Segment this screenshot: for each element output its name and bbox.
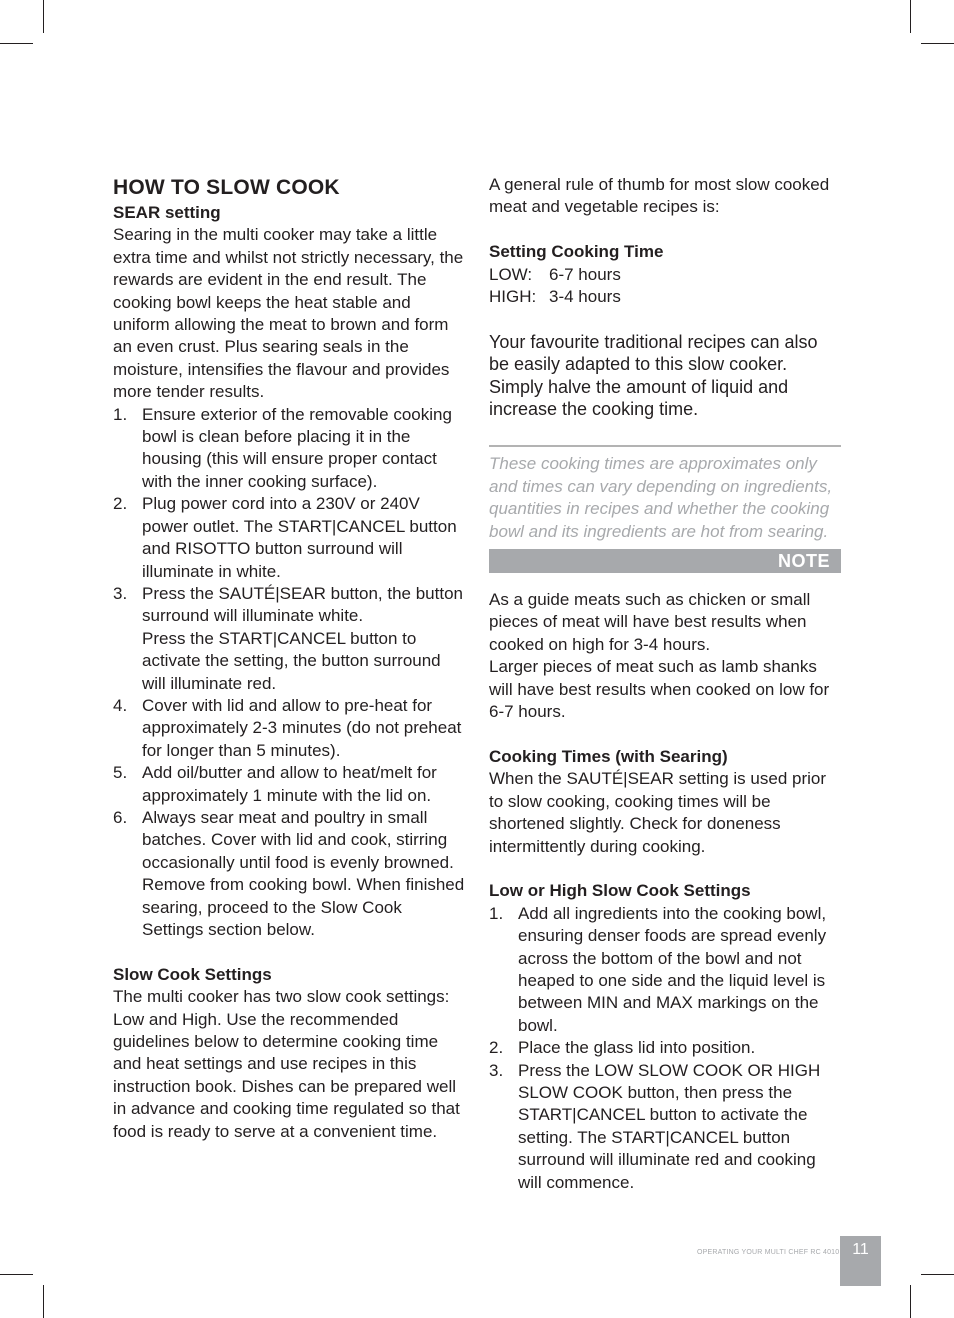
crop-mark <box>0 43 33 44</box>
note-text: These cooking times are approximates only and times can vary depending on ingredients, quantities in recipes and whether the cooking bowl and its ingredients are hot from searing. <box>489 454 833 541</box>
step-number: 2. <box>489 1038 504 1058</box>
page-number: 11 <box>840 1236 881 1286</box>
list-item <box>113 695 465 762</box>
step-text: Press the SAUTÉ|SEAR button, the button surround will illuminate white. <box>142 583 463 626</box>
time-value: 6-7 hours <box>549 264 621 284</box>
step-text: Press the LOW SLOW COOK OR HIGH SLOW COOK button, then press the START|CANCEL button to activate the setting. The START|CANCEL button surround will illuminate red and cooking will commence. <box>518 1060 821 1192</box>
time-value: 3-4 hours <box>549 287 621 307</box>
list-item <box>113 762 465 807</box>
with-searing-heading: Cooking Times (with Searing) <box>489 746 728 766</box>
slow-cook-text: The multi cooker has two slow cook settings: Low and High. Use the recommended guidelines below to determine cooking time and heat settings and use recipes in this instruction book. Dishes can be prepared well in advance and cooking time regulated so that food is ready to serve at a convenient time. <box>113 987 460 1141</box>
page-title: HOW TO SLOW COOK <box>113 176 340 199</box>
list-item <box>489 903 841 1037</box>
footer-text: OPERATING YOUR MULTI CHEF RC 4010 <box>697 1249 840 1256</box>
low-high-heading: Low or High Slow Cook Settings <box>489 881 751 901</box>
setting-time-heading: Setting Cooking Time <box>489 242 664 262</box>
guide-text: As a guide meats such as chicken or small pieces of meat will have best results when cooked on high for 3-4 hours. <box>489 590 811 654</box>
crop-mark <box>910 0 911 33</box>
step-text: Press the START|CANCEL button to activate the setting, the button surround will illuminate red. <box>142 628 441 693</box>
note-label: NOTE <box>489 549 841 573</box>
list-item <box>113 583 465 695</box>
step-text: Place the glass lid into position. <box>518 1038 756 1058</box>
list-item <box>113 404 465 494</box>
step-number: 6. <box>113 807 128 827</box>
left-column <box>113 174 465 1143</box>
favourite-text: Your favourite traditional recipes can also be easily adapted to this slow cooker. Simply halve the amount of liquid and increase the cooking time. <box>489 331 818 420</box>
list-item <box>489 1037 841 1059</box>
crop-mark <box>43 0 44 33</box>
crop-mark <box>921 1274 954 1275</box>
step-text: Cover with lid and allow to pre-heat for approximately 2-3 minutes (do not preheat for longer than 5 minutes). <box>142 695 462 760</box>
rule-intro: A general rule of thumb for most slow cooked meat and vegetable recipes is: <box>489 175 830 217</box>
sear-steps <box>113 404 465 942</box>
low-high-steps <box>489 903 841 1194</box>
slow-cook-heading: Slow Cook Settings <box>113 964 272 984</box>
time-label: HIGH: <box>489 287 537 307</box>
step-text: Always sear meat and poultry in small batches. Cover with lid and cook, stirring occasionally until food is evenly browned. Remove from cooking bowl. When finished searing, proceed to the Slow Cook Settings section below. <box>142 807 465 939</box>
list-item <box>113 493 465 583</box>
crop-mark <box>0 1274 33 1275</box>
step-number: 2. <box>113 494 128 514</box>
step-text: Add oil/butter and allow to heat/melt for approximately 1 minute with the lid on. <box>142 763 437 805</box>
crop-mark <box>921 43 954 44</box>
step-number: 5. <box>113 763 128 783</box>
step-text: Add all ingredients into the cooking bowl, ensuring denser foods are spread evenly across the bottom of the bowl and not heaped to one side and the liquid level is between MIN and MAX markings on the bowl. <box>518 903 827 1035</box>
step-number: 1. <box>113 404 128 424</box>
step-text: Ensure exterior of the removable cooking bowl is clean before placing it in the housing (this will ensure proper contact with the inner cooking surface). <box>142 404 452 491</box>
crop-mark <box>910 1285 911 1318</box>
crop-mark <box>43 1285 44 1318</box>
time-row-low <box>489 264 841 286</box>
time-row-high <box>489 286 841 308</box>
sear-intro: Searing in the multi cooker may take a little extra time and whilst not strictly necessary, the rewards are evident in the end result. The cooking bowl keeps the heat stable and uniform allowing the meat to brown and form an even crust. Plus searing seals in the moisture, intensifies the flavour and provides more tender results. <box>113 225 464 402</box>
step-number: 4. <box>113 695 128 715</box>
right-column <box>489 174 841 1194</box>
note-divider <box>489 445 841 447</box>
step-number: 3. <box>113 583 128 603</box>
guide-text-2: Larger pieces of meat such as lamb shanks will have best results when cooked on low for 6-7 hours. <box>489 657 830 722</box>
sear-heading: SEAR setting <box>113 203 221 222</box>
step-text: Plug power cord into a 230V or 240V power outlet. The START|CANCEL button and RISOTTO button surround will illuminate in white. <box>142 494 457 581</box>
step-number: 3. <box>489 1060 504 1080</box>
list-item <box>489 1060 841 1194</box>
list-item <box>113 807 465 941</box>
with-searing-text: When the SAUTÉ|SEAR setting is used prior to slow cooking, cooking times will be shortened slightly. Check for doneness intermittently during cooking. <box>489 769 827 856</box>
time-label: LOW: <box>489 264 533 284</box>
step-number: 1. <box>489 903 504 923</box>
